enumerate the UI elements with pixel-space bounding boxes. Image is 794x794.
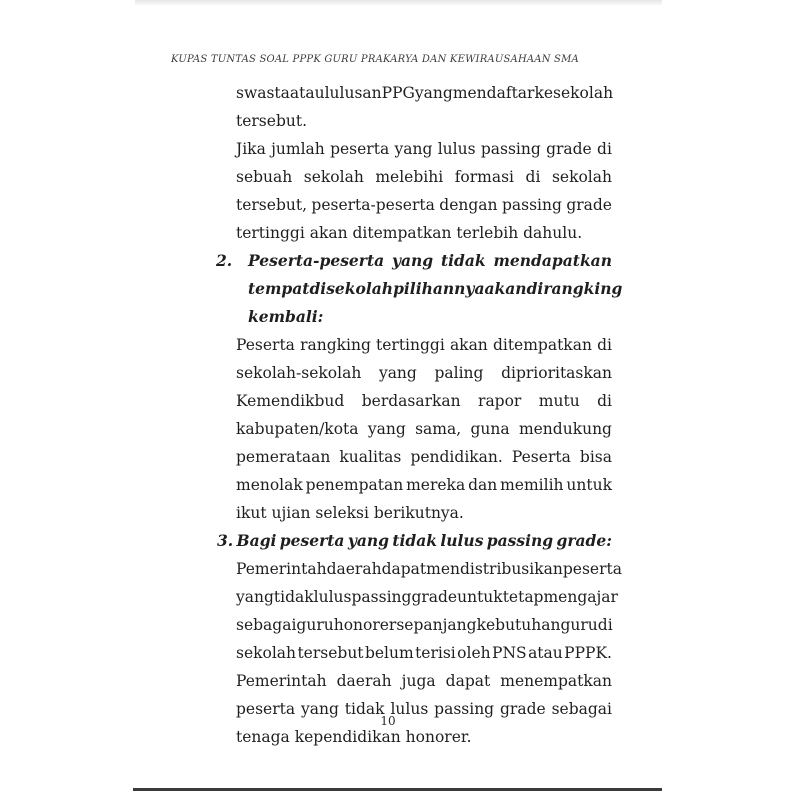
text-line bbox=[236, 639, 612, 667]
word: akan bbox=[449, 336, 488, 354]
word: sama, bbox=[415, 420, 462, 438]
word: yang bbox=[394, 140, 433, 158]
word: daerah bbox=[326, 560, 382, 578]
word: grade bbox=[546, 140, 592, 158]
word: mendukung bbox=[518, 420, 612, 438]
text-line bbox=[236, 611, 612, 639]
word: ditempatkan bbox=[492, 336, 592, 354]
word: belum bbox=[364, 644, 414, 662]
text-line bbox=[236, 191, 612, 219]
word: dengan bbox=[439, 196, 498, 214]
word: yang bbox=[414, 84, 453, 102]
word: melebihi bbox=[375, 168, 444, 186]
paragraph bbox=[236, 331, 612, 527]
word: mendaftar bbox=[452, 84, 535, 102]
word: sekolah bbox=[326, 279, 394, 298]
word: lulus bbox=[437, 140, 476, 158]
word: passing bbox=[434, 700, 495, 718]
word: di bbox=[597, 392, 612, 410]
word: Peserta-peserta bbox=[248, 251, 385, 270]
text-line bbox=[236, 163, 612, 191]
word: yang bbox=[378, 364, 417, 382]
word: passing bbox=[351, 588, 412, 606]
text-line bbox=[236, 667, 612, 695]
text-line bbox=[248, 275, 623, 303]
word: peserta bbox=[330, 140, 390, 158]
word: dapat bbox=[445, 672, 491, 690]
text-line: tertinggi akan ditempatkan terlebih dahulu. bbox=[236, 224, 583, 242]
word: Jika bbox=[236, 140, 266, 158]
word: lulus bbox=[313, 588, 352, 606]
word: atau bbox=[289, 84, 325, 102]
word: tidak bbox=[440, 251, 486, 270]
word: menolak bbox=[236, 476, 303, 494]
page-top-edge bbox=[135, 0, 662, 5]
word: daerah bbox=[336, 672, 392, 690]
word: sekolah bbox=[303, 168, 364, 186]
text-line: kembali: bbox=[248, 307, 324, 326]
word: guru bbox=[560, 616, 598, 634]
word: peserta bbox=[236, 700, 296, 718]
word: mengajar bbox=[543, 588, 618, 606]
word: yang bbox=[347, 531, 389, 550]
list-item-number: 2. bbox=[216, 251, 233, 270]
word: pemerataan bbox=[236, 448, 331, 466]
word: untuk bbox=[566, 476, 612, 494]
page-number: 10 bbox=[380, 714, 396, 728]
word: rapor bbox=[478, 392, 522, 410]
word: untuk bbox=[457, 588, 503, 606]
text-line bbox=[236, 135, 612, 163]
word: grade: bbox=[556, 531, 612, 550]
text-line bbox=[217, 527, 612, 555]
word: sepanjang bbox=[396, 616, 477, 634]
word: yang bbox=[367, 420, 406, 438]
numbered-item-heading bbox=[217, 527, 612, 555]
text-line bbox=[236, 79, 612, 107]
word: berdasarkan bbox=[361, 392, 461, 410]
page-body bbox=[216, 79, 623, 751]
word: di bbox=[597, 616, 613, 634]
word: juga bbox=[401, 672, 436, 690]
word: bisa bbox=[579, 448, 612, 466]
word: lulus bbox=[440, 531, 484, 550]
word: tidak bbox=[273, 588, 314, 606]
word: Pemerintah bbox=[236, 560, 327, 578]
word: jumlah bbox=[271, 140, 325, 158]
word: grade bbox=[500, 700, 546, 718]
text-line bbox=[236, 555, 622, 583]
word: pilihannya bbox=[393, 279, 485, 298]
word: akan bbox=[484, 279, 527, 298]
paragraph bbox=[236, 79, 612, 135]
word: guru bbox=[296, 616, 334, 634]
word: Kemendikbud bbox=[236, 392, 345, 410]
word: di bbox=[597, 336, 612, 354]
text-line bbox=[236, 415, 612, 443]
word: dirangking bbox=[526, 279, 623, 298]
word: honorer bbox=[333, 616, 397, 634]
word: tetap bbox=[502, 588, 544, 606]
word: passing bbox=[480, 140, 541, 158]
word: PPPK. bbox=[564, 644, 612, 662]
word: sekolah bbox=[553, 84, 614, 102]
word: dan bbox=[468, 476, 498, 494]
word: tersebut bbox=[297, 644, 364, 662]
word: yang bbox=[391, 251, 434, 270]
word: kebutuhan bbox=[476, 616, 561, 634]
word: menempatkan bbox=[500, 672, 612, 690]
word: grade bbox=[566, 196, 612, 214]
word: 3. bbox=[217, 531, 234, 550]
word: passing bbox=[486, 531, 554, 550]
word: oleh bbox=[457, 644, 491, 662]
word: sekolah bbox=[551, 168, 612, 186]
word: lulusan bbox=[324, 84, 382, 102]
word: mutu bbox=[538, 392, 580, 410]
text-line bbox=[236, 331, 612, 359]
word: mendistribusikan bbox=[426, 560, 563, 578]
word: tidak bbox=[344, 700, 385, 718]
text-line: tenaga kependidikan honorer. bbox=[236, 728, 472, 746]
text-line bbox=[236, 359, 612, 387]
word: peserta bbox=[562, 560, 622, 578]
word: PPG bbox=[381, 84, 415, 102]
word: di bbox=[525, 168, 541, 186]
text-line bbox=[248, 247, 612, 275]
word: mendapatkan bbox=[493, 251, 612, 270]
word: kabupaten/kota bbox=[236, 420, 359, 438]
word: rangking bbox=[300, 336, 371, 354]
word: Pemerintah bbox=[236, 672, 327, 690]
text-line bbox=[236, 583, 618, 611]
word: tersebut, bbox=[236, 196, 307, 214]
word: peserta bbox=[279, 531, 345, 550]
running-head: KUPAS TUNTAS SOAL PPPK GURU PRAKARYA DAN KEWIRAUSAHAAN SMA bbox=[171, 54, 579, 65]
word: Peserta bbox=[236, 336, 295, 354]
paragraph bbox=[236, 135, 612, 247]
word: guna bbox=[470, 420, 510, 438]
word: sebagai bbox=[236, 616, 297, 634]
word: memilih bbox=[500, 476, 564, 494]
word: penempatan bbox=[305, 476, 404, 494]
word: swasta bbox=[236, 84, 290, 102]
page-bottom-edge bbox=[133, 788, 662, 791]
text-line bbox=[236, 443, 612, 471]
word: paling bbox=[434, 364, 484, 382]
word: mereka bbox=[406, 476, 466, 494]
word: sekolah-sekolah bbox=[236, 364, 362, 382]
word: pendidikan. bbox=[410, 448, 503, 466]
word: Bagi bbox=[236, 531, 277, 550]
word: tempat bbox=[248, 279, 310, 298]
word: dapat bbox=[381, 560, 427, 578]
word: kualitas bbox=[339, 448, 402, 466]
numbered-item-heading bbox=[216, 247, 623, 331]
word: terisi bbox=[415, 644, 456, 662]
word: peserta-peserta bbox=[311, 196, 435, 214]
word: ke bbox=[534, 84, 554, 102]
text-line bbox=[236, 471, 612, 499]
word: Peserta bbox=[511, 448, 571, 466]
text-line: ikut ujian seleksi berikutnya. bbox=[236, 504, 464, 522]
word: yang bbox=[236, 588, 274, 606]
word: sebagai bbox=[551, 700, 612, 718]
word: diprioritaskan bbox=[501, 364, 612, 382]
text-line bbox=[236, 387, 612, 415]
word: atau bbox=[528, 644, 563, 662]
word: passing bbox=[501, 196, 562, 214]
word: lulus bbox=[390, 700, 429, 718]
word: di bbox=[309, 279, 327, 298]
word: PNS bbox=[492, 644, 527, 662]
text-line: tersebut. bbox=[236, 112, 307, 130]
word: yang bbox=[301, 700, 339, 718]
word: di bbox=[597, 140, 612, 158]
word: sekolah bbox=[236, 644, 297, 662]
word: sebuah bbox=[236, 168, 293, 186]
word: tertinggi bbox=[376, 336, 445, 354]
word: grade bbox=[411, 588, 458, 606]
word: tidak bbox=[392, 531, 438, 550]
word: formasi bbox=[454, 168, 515, 186]
